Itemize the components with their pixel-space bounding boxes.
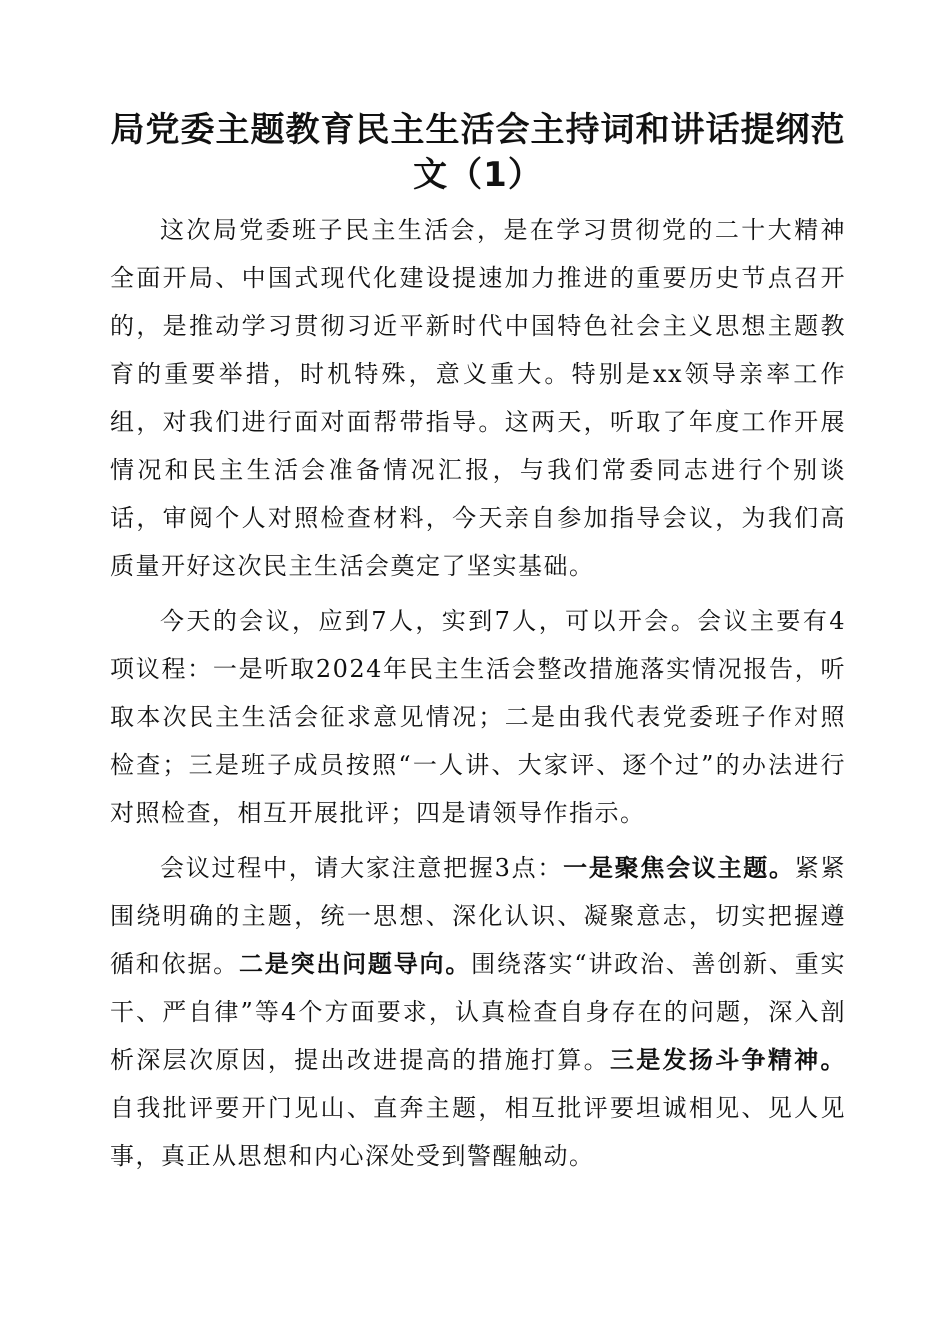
document-body xyxy=(110,206,846,1180)
title-line-2: 文（1） xyxy=(413,155,543,195)
paragraph-opening: 这次局党委班子民主生活会，是在学习贯彻党的二十大精神全面开局、中国式现代化建设提速加力推进的重要历史节点召开的，是推动学习贯彻习近平新时代中国特色社会主义思想主题教育的重要举措，时机特殊，意义重大。特别是xx领导亲率工作组，对我们进行面对面帮带指导。这两天，听取了年度工作开展情况和民主生活会准备情况汇报，与我们常委同志进行个别谈话，审阅个人对照检查材料，今天亲自参加指导会议，为我们高质量开好这次民主生活会奠定了坚实基础。 xyxy=(110,216,846,580)
point-2-heading: 二是突出问题导向。 xyxy=(238,950,472,978)
point-3-text: 自我批评要开门见山、直奔主题，相互批评要坦诚相见、见人见事，真正从思想和内心深处受到警醒触动。 xyxy=(110,1094,846,1170)
paragraph-agenda: 今天的会议，应到7人，实到7人，可以开会。会议主要有4项议程：一是听取2024年民主生活会整改措施落实情况报告，听取本次民主生活会征求意见情况；二是由我代表党委班子作对照检查；三是班子成员按照“一人讲、大家评、逐个过”的办法进行对照检查，相互开展批评；四是请领导作指示。 xyxy=(110,607,846,827)
point-3-heading: 三是发扬斗争精神。 xyxy=(609,1046,847,1074)
document-title xyxy=(110,108,846,198)
paragraph-requirements xyxy=(110,844,846,1180)
point-2-text: 围绕落实“讲政治、善创新、重实干、严自律”等4个方面要求，认真检查自身存在的问题，深入剖析深层次原因，提出改进提高的措施打算。 xyxy=(110,950,847,1074)
point-1-heading: 一是聚焦会议主题。 xyxy=(563,854,795,882)
title-line-1: 局党委主题教育民主生活会主持词和讲话提纲范 xyxy=(110,110,846,150)
requirements-intro: 会议过程中，请大家注意把握3点： xyxy=(160,854,564,882)
point-1-text: 紧紧围绕明确的主题，统一思想、深化认识、凝聚意志，切实把握遵循和依据。 xyxy=(110,854,847,978)
